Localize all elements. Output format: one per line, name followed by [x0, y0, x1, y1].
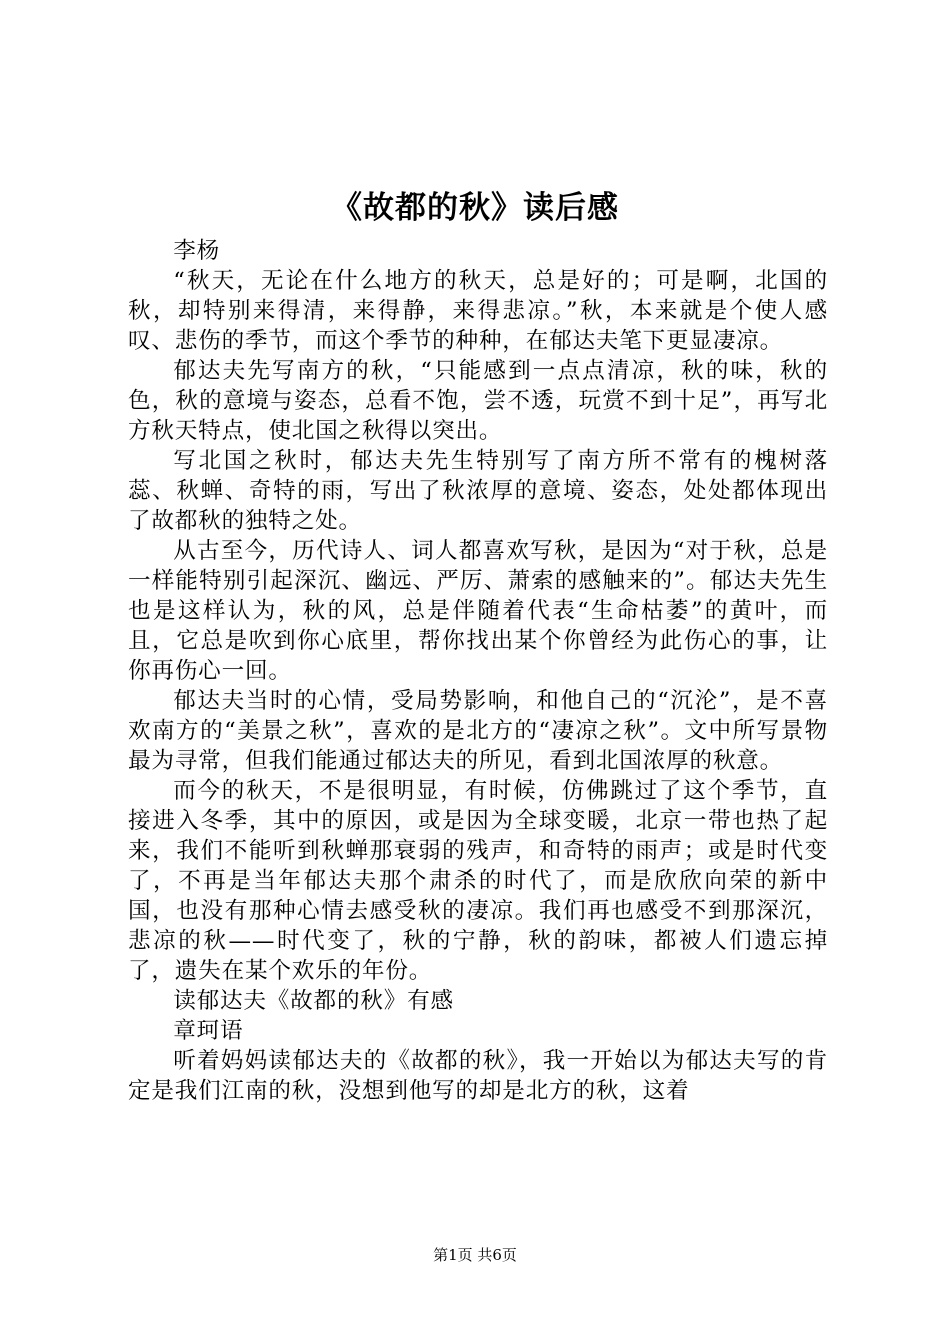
- page-footer: 第1页 共6页: [433, 1246, 517, 1264]
- section-heading: 读郁达夫《故都的秋》有感: [173, 988, 454, 1014]
- document-title: 《故都的秋》读后感: [331, 190, 619, 226]
- paragraph: 写北国之秋时，郁达夫先生特别写了南方所不常有的槐树落蕊、秋蝉、奇特的雨，写出了秋浓厚的意境、姿态，处处都体现出了故都秋的独特之处。: [128, 448, 828, 534]
- paragraph: 郁达夫先写南方的秋，“只能感到一点点清凉，秋的味，秋的色，秋的意境与姿态，总看不饱，尝不透，玩赏不到十足”，再写北方秋天特点，使北国之秋得以突出。: [128, 358, 828, 444]
- author-name: 李杨: [173, 238, 220, 264]
- author-name: 章珂语: [173, 1018, 244, 1044]
- paragraph: 郁达夫当时的心情，受局势影响，和他自己的“沉沦”，是不喜欢南方的“美景之秋”，喜欢的是北方的“凄凉之秋”。文中所写景物最为寻常，但我们能通过郁达夫的所见，看到北国浓厚的秋意。: [128, 688, 828, 774]
- paragraph: “秋天，无论在什么地方的秋天，总是好的；可是啊，北国的秋，却特别来得清，来得静，来得悲凉。”秋，本来就是个使人感叹、悲伤的季节，而这个季节的种种，在郁达夫笔下更显凄凉。: [128, 268, 828, 354]
- document-body: [128, 236, 828, 1106]
- paragraph: 听着妈妈读郁达夫的《故都的秋》，我一开始以为郁达夫写的肯定是我们江南的秋，没想到他写的却是北方的秋，这着: [128, 1048, 828, 1104]
- paragraph: 从古至今，历代诗人、词人都喜欢写秋，是因为“对于秋，总是一样能特别引起深沉、幽远、严厉、萧索的感触来的”。郁达夫先生也是这样认为，秋的风，总是伴随着代表“生命枯萎”的黄叶，而且，它总是吹到你心底里，帮你找出某个你曾经为此伤心的事，让你再伤心一回。: [128, 538, 828, 684]
- paragraph: 而今的秋天，不是很明显，有时候，仿佛跳过了这个季节，直接进入冬季，其中的原因，或是因为全球变暖，北京一带也热了起来，我们不能听到秋蝉那衰弱的残声，和奇特的雨声；或是时代变了，不再是当年郁达夫那个肃杀的时代了，而是欣欣向荣的新中国，也没有那种心情去感受秋的凄凉。我们再也感受不到那深沉，悲凉的秋——时代变了，秋的宁静，秋的韵味，都被人们遗忘掉了，遗失在某个欢乐的年份。: [128, 778, 828, 984]
